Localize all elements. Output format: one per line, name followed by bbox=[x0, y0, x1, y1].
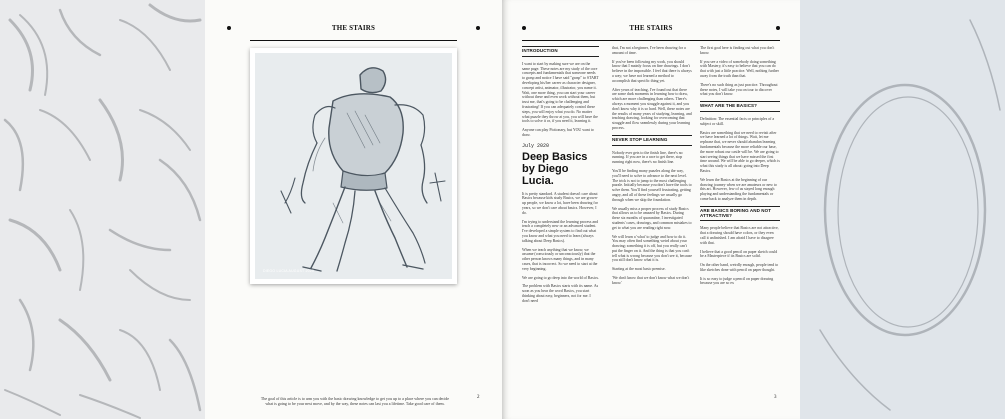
article-date: July 2020 bbox=[522, 142, 550, 149]
paragraph: The first goal here is finding out what you don't know. bbox=[700, 46, 775, 55]
warrior-sketch-image bbox=[255, 53, 452, 279]
paragraph: The problem with Basics starts with its name. As soon as you hear the word Basics, you start thinking about easy, beginners, not for me. I don't need bbox=[522, 284, 599, 303]
paragraph: Definition: The essential facts or principles of a subject or skill. bbox=[700, 116, 775, 126]
paragraph: I want to start by making sure we are on the same page. These notes are my study of the core concepts and fundamentals that someone needs to grasp and notice I have said "grasp" to START developing his/her career as character designer, concept artist, animator, illustrator, you name it. Wait, one more thing, you can start your career without these and even work without them, but trust me, that's going to be challenging and frustrating! If you can adequately control these steps, you will enjoy what you do. No matter what puzzle they throw at you, you will have the tools to solve it or, if you need it, learning it. bbox=[522, 61, 599, 124]
paragraph: Starting at the most basic premise. bbox=[612, 267, 666, 272]
section-heading-never-stop-learning: NEVER STOP LEARNING bbox=[612, 135, 692, 146]
paragraph: We usually miss a proper process of study Basics that allows us to be amazed by Basics. During these six months of quarantine, I investigated students' cases, drawings, and common mistakes to get to what you are reading right now. bbox=[612, 206, 692, 230]
page-header-title: THE STAIRS bbox=[331, 24, 376, 32]
paragraph: Nobody ever gets to the finish line, there's no running. If you are in a race to get there, stop running right now, there's no finish line. bbox=[612, 150, 683, 165]
page-number-right: 3 bbox=[774, 395, 777, 400]
paragraph: If you've been following my work, you should know that I mainly focus on fine drawings. I don't believe in the impossible. I feel that there is always a way; we have not learned a method to accomplish that specific thing yet. bbox=[612, 59, 692, 83]
paragraph: I'm trying to understand the learning process and teach a completely new or an advanced student. I've developed a simple system to find out what you know and what you need to learn (always talking about Deep Basics). bbox=[522, 219, 599, 243]
paragraph: It is so easy to judge a pencil on paper drawing because you are so ex bbox=[700, 276, 774, 286]
background-left-sketch-texture bbox=[0, 0, 205, 419]
paragraph: We are going to go deep into the world of Basics. bbox=[522, 275, 599, 280]
paragraph: When we teach anything that we know, we assume (consciously or unconsciously) that the other person knows many things, and in many cases, that is incorrect. So we need to start at the very beginning. bbox=[522, 247, 598, 271]
paragraph: We learn the Basics at the beginning of our drawing journey when we are amateurs or new to this art. However, few of us stayed long enough playing and understanding the fundamentals or come back to analyze them in depth. bbox=[700, 177, 777, 201]
paragraph: If you see a video of somebody doing something with Mastery, it's easy to believe that you can do that with just a little practice. Well, nothing further away from the truth than that. bbox=[700, 59, 779, 78]
section-heading-basics-boring: ARE BASICS BORING AND NOT ATTRACTIVE? bbox=[700, 206, 780, 222]
header-rule bbox=[522, 40, 780, 41]
paragraph: Many people believe that Basics are not attractive, that a drawing should have colors, or they even call it unfinished. I am afraid I have to disagree with that. bbox=[700, 226, 779, 245]
paragraph: There's no such thing as just practice. Throughout these notes, I will take you on tour to discover what you don't know. bbox=[700, 82, 778, 97]
paragraph: After years of teaching, I've found out that there are some dark moments in learning how to draw, which are more challenging than others. There's always a moment you struggle against it, and you don't know why it is so hard. Well, these notes are the results of many years of studying, learning, and teaching drawing, looking for overcoming that struggle and flow seamlessly during your learning process. bbox=[612, 87, 692, 130]
text-column-1 bbox=[522, 46, 599, 307]
left-page bbox=[205, 0, 502, 419]
page-number-left: 2 bbox=[477, 395, 480, 400]
paragraph: On the other hand, weirdly enough, people tend to like sketches done with pencil on paper thought. bbox=[700, 263, 779, 272]
paragraph: 'We don't know that we don't know what we don't know.' bbox=[612, 276, 690, 285]
pencil-strokes-left bbox=[0, 0, 205, 419]
paragraph: I believe that a good pencil on paper sketch could be a Masterpiece if its Basics are solid. bbox=[700, 249, 778, 259]
section-heading-what-are-basics: WHAT ARE THE BASICS? bbox=[700, 101, 780, 112]
section-heading-introduction: INTRODUCTION bbox=[522, 46, 599, 57]
paragraph: It is pretty standard. A student doesn't care about Basics because kids study Basics, we are grown-up people, we know a lot, have been drawing for years, so we don't care about basics. However, I do. bbox=[522, 191, 598, 215]
text-column-2 bbox=[612, 46, 692, 290]
header-rule bbox=[250, 40, 457, 41]
article-goal-text: The goal of this article is to arm you with the basic drawing knowledge to get you up to a place where you can decide what is going to be your next move, and by the way, these notes can last you a lifetime. Take good care of them. bbox=[260, 396, 450, 406]
paragraph: You'll be finding many puzzles along the way, you'll need to solve to advance to the next level. The trick is not to jump to the most challenging puzzle. Initially because you don't have the tools to solve them. You'll find yourself frustrating, getting angry, and all of these feelings we usually go through when we skip the foundation. bbox=[612, 168, 692, 202]
photo-caption: DIEGO LUCIA AUGUST 2020 bbox=[263, 269, 315, 273]
pencil-swirl-right bbox=[800, 0, 1005, 419]
warrior-sketch-drawing bbox=[255, 53, 452, 279]
background-right-sketch-texture bbox=[800, 0, 1005, 419]
paragraph: Basics are something that we need to revisit after we have learned a lot of things. Wait, let me rephrase that, we never should abandon learning fundamentals because the more reliable our base, the more robust our castle will be. We are going to start seeing things that we have missed the first time around. We will be able to go deeper, which is what this study is all about: going into Deep Basics. bbox=[700, 130, 780, 173]
text-column-3 bbox=[700, 46, 780, 290]
sketch-photo-frame bbox=[250, 48, 457, 284]
page-header-title: THE STAIRS bbox=[629, 24, 673, 32]
paragraph: that, I'm not a beginner, I've been drawing for a amount of time. bbox=[612, 46, 686, 55]
paragraph: We will learn a 'what' to judge and how to do it. You may often find something weird about your drawing; something it is off, but you really can't put the finger on it. And the thing is that you can't tell what is wrong because you don't see it, because you still don't know what it is. bbox=[612, 234, 693, 263]
right-page bbox=[502, 0, 800, 419]
paragraph: Anyone can play Pictionary, but YOU want to draw. bbox=[522, 128, 594, 137]
article-title: Deep Basics by Diego Lucia. bbox=[522, 150, 588, 187]
